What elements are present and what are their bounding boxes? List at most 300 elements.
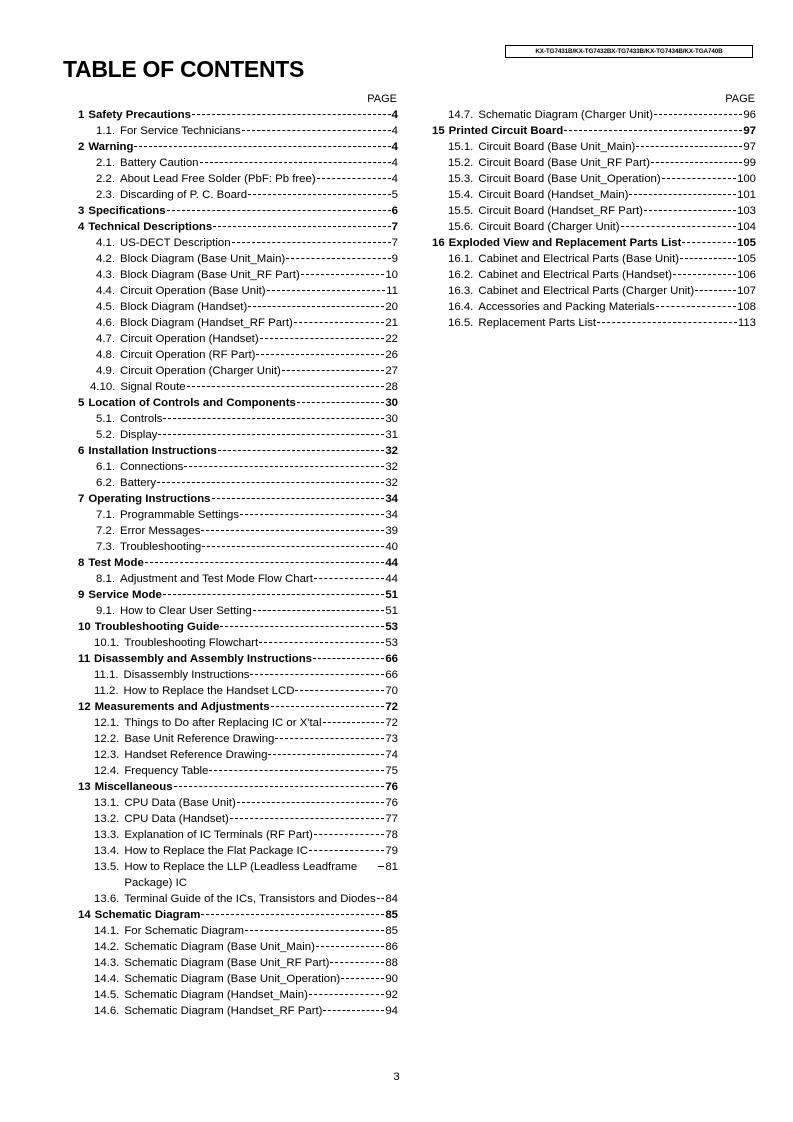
toc-subsection-entry[interactable] <box>428 107 756 123</box>
toc-section-entry[interactable] <box>74 219 398 235</box>
toc-entry-number: 4.4. <box>96 285 115 297</box>
toc-subsection-entry[interactable] <box>74 283 398 299</box>
toc-entry-number: 12.2. <box>94 733 120 745</box>
toc-entry-page: 4 <box>391 141 398 153</box>
toc-entry-title: Circuit Board (Base Unit_Operation) <box>478 173 661 185</box>
toc-entry-page: 107 <box>736 285 756 297</box>
dot-leader <box>341 978 384 979</box>
toc-entry-title: Specifications <box>88 205 166 217</box>
toc-subsection-entry[interactable] <box>74 795 398 811</box>
dot-leader <box>323 722 385 723</box>
toc-subsection-entry[interactable] <box>74 971 398 987</box>
toc-entry-number: 14.5. <box>94 989 120 1001</box>
toc-entry-title: Circuit Operation (Base Unit) <box>120 285 266 297</box>
toc-entry-number: 14.3. <box>94 957 120 969</box>
toc-entry-page: 51 <box>385 605 398 617</box>
toc-entry-page: 99 <box>743 157 756 169</box>
toc-entry-page: 44 <box>385 557 398 569</box>
dot-leader <box>163 418 384 419</box>
toc-entry-number: 1 <box>78 109 85 121</box>
toc-entry-page: 105 <box>736 253 756 265</box>
toc-entry-title: Base Unit Reference Drawing <box>124 733 275 745</box>
toc-entry-number: 6.2. <box>96 477 115 489</box>
toc-subsection-entry[interactable] <box>74 331 398 347</box>
toc-subsection-entry[interactable] <box>74 987 398 1003</box>
toc-entry-page: 4 <box>391 173 398 185</box>
toc-entry-page: 7 <box>391 221 398 233</box>
toc-entry-title: Signal Route <box>120 381 186 393</box>
toc-section-entry[interactable] <box>74 651 398 667</box>
dot-leader <box>629 194 736 195</box>
dot-leader <box>286 258 390 259</box>
toc-section-entry[interactable] <box>74 779 398 795</box>
toc-entry-number: 7 <box>78 493 85 505</box>
toc-subsection-entry[interactable] <box>428 283 756 299</box>
toc-entry-page: 86 <box>385 941 398 953</box>
toc-subsection-entry[interactable] <box>74 843 398 859</box>
toc-entry-title: Operating Instructions <box>88 493 211 505</box>
toc-entry-page: 76 <box>385 797 398 809</box>
toc-subsection-entry[interactable] <box>428 315 756 331</box>
toc-subsection-entry[interactable] <box>428 139 756 155</box>
toc-entry-number: 7.3. <box>96 541 115 553</box>
toc-entry-title: Service Mode <box>88 589 162 601</box>
toc-entry-number: 10.1. <box>94 637 120 649</box>
toc-subsection-entry[interactable] <box>74 939 398 955</box>
toc-entry-title: Handset Reference Drawing <box>124 749 268 761</box>
toc-entry-page: 94 <box>385 1005 398 1017</box>
toc-entry-title: Installation Instructions <box>88 445 217 457</box>
dot-leader <box>636 146 742 147</box>
toc-entry-number: 4.8. <box>96 349 115 361</box>
toc-entry-page: 27 <box>385 365 398 377</box>
toc-entry-number: 5.2. <box>96 429 115 441</box>
toc-entry-title: Display <box>120 429 158 441</box>
toc-subsection-entry[interactable] <box>74 763 398 779</box>
dot-leader <box>145 562 385 563</box>
toc-entry-number: 11 <box>78 653 91 665</box>
toc-entry-title: Adjustment and Test Mode Flow Chart <box>120 573 313 585</box>
toc-entry-page: 77 <box>385 813 398 825</box>
dot-leader <box>253 610 385 611</box>
toc-entry-title: Terminal Guide of the ICs, Transistors and Diodes <box>124 893 376 905</box>
toc-subsection-entry[interactable] <box>74 507 398 523</box>
toc-entry-number: 4.7. <box>96 333 115 345</box>
toc-subsection-entry[interactable] <box>74 923 398 939</box>
toc-subsection-entry[interactable] <box>74 859 398 891</box>
toc-entry-page: 104 <box>736 221 756 233</box>
dot-leader <box>673 274 736 275</box>
toc-subsection-entry[interactable] <box>74 347 398 363</box>
dot-leader <box>282 370 385 371</box>
toc-entry-number: 4.10. <box>90 381 116 393</box>
toc-subsection-entry[interactable] <box>74 187 398 203</box>
dot-leader <box>323 1010 384 1011</box>
toc-list-right <box>428 107 756 331</box>
toc-section-entry[interactable] <box>74 491 398 507</box>
dot-leader <box>680 258 736 259</box>
toc-entry-page: 32 <box>385 445 398 457</box>
toc-entry-title: Circuit Board (Charger Unit) <box>478 221 620 233</box>
toc-subsection-entry[interactable] <box>74 1003 398 1019</box>
toc-subsection-entry[interactable] <box>74 731 398 747</box>
toc-subsection-entry[interactable] <box>74 747 398 763</box>
toc-entry-number: 2 <box>78 141 85 153</box>
toc-entry-number: 13.5. <box>94 861 120 873</box>
toc-subsection-entry[interactable] <box>428 203 756 219</box>
toc-subsection-entry[interactable] <box>428 219 756 235</box>
toc-subsection-entry[interactable] <box>428 155 756 171</box>
toc-subsection-entry[interactable] <box>74 411 398 427</box>
toc-entry-page: 40 <box>385 541 398 553</box>
toc-section-entry[interactable] <box>74 619 398 635</box>
toc-entry-number: 15.1. <box>448 141 474 153</box>
toc-entry-number: 7.1. <box>96 509 115 521</box>
toc-entry-page: 103 <box>736 205 756 217</box>
dot-leader <box>314 834 385 835</box>
toc-entry-number: 15.6. <box>448 221 474 233</box>
dot-leader <box>378 866 384 867</box>
toc-entry-title: Schematic Diagram <box>94 909 201 921</box>
toc-subsection-entry[interactable] <box>74 955 398 971</box>
toc-entry-title: Schematic Diagram (Base Unit_Main) <box>124 941 315 953</box>
dot-leader <box>256 354 384 355</box>
toc-entry-page: 30 <box>385 413 398 425</box>
toc-entry-page: 34 <box>385 493 398 505</box>
page-title: TABLE OF CONTENTS <box>63 56 305 82</box>
toc-entry-title: Battery <box>120 477 157 489</box>
page-column-label: PAGE <box>725 93 755 105</box>
toc-entry-number: 4 <box>78 221 85 233</box>
toc-entry-number: 16.4. <box>448 301 474 313</box>
toc-entry-page: 5 <box>391 189 398 201</box>
toc-entry-page: 96 <box>743 109 756 121</box>
toc-subsection-entry[interactable] <box>74 123 398 139</box>
dot-leader <box>260 338 385 339</box>
dot-leader <box>597 322 737 323</box>
toc-entry-page: 97 <box>743 125 756 137</box>
toc-entry-title: Replacement Parts List <box>478 317 597 329</box>
dot-leader <box>301 274 385 275</box>
toc-entry-page: 72 <box>385 717 398 729</box>
toc-entry-page: 76 <box>385 781 398 793</box>
toc-entry-number: 11.1. <box>94 669 119 681</box>
toc-entry-title: Miscellaneous <box>94 781 173 793</box>
dot-leader <box>695 290 736 291</box>
dot-leader <box>275 738 384 739</box>
toc-entry-number: 13.1. <box>94 797 120 809</box>
toc-entry-page: 9 <box>391 253 398 265</box>
toc-subsection-entry[interactable] <box>74 427 398 443</box>
toc-entry-title: Schematic Diagram (Base Unit_Operation) <box>124 973 341 985</box>
toc-entry-page: 85 <box>385 909 398 921</box>
toc-entry-page: 53 <box>385 637 398 649</box>
page-column-label: PAGE <box>367 93 397 105</box>
toc-entry-title: Things to Do after Replacing IC or X'tal <box>124 717 322 729</box>
toc-subsection-entry[interactable] <box>74 363 398 379</box>
toc-entry-page: 73 <box>385 733 398 745</box>
toc-entry-page: 72 <box>385 701 398 713</box>
dot-leader <box>682 242 736 243</box>
dot-leader <box>656 306 736 307</box>
toc-entry-title: Explanation of IC Terminals (RF Part) <box>124 829 313 841</box>
toc-entry-title: Measurements and Adjustments <box>94 701 270 713</box>
toc-entry-title: For Service Technicians <box>120 125 241 137</box>
dot-leader <box>644 210 736 211</box>
dot-leader <box>158 434 384 435</box>
toc-entry-page: 74 <box>385 749 398 761</box>
toc-entry-title: Schematic Diagram (Handset_Main) <box>124 989 308 1001</box>
toc-entry-title: Schematic Diagram (Base Unit_RF Part) <box>124 957 330 969</box>
toc-entry-number: 6.1. <box>96 461 115 473</box>
toc-right-column <box>428 91 756 331</box>
toc-subsection-entry[interactable] <box>74 171 398 187</box>
dot-leader <box>309 850 384 851</box>
dot-leader <box>237 802 385 803</box>
dot-leader <box>271 706 385 707</box>
dot-leader <box>174 786 385 787</box>
toc-entry-number: 16.5. <box>448 317 474 329</box>
toc-entry-number: 9.1. <box>96 605 115 617</box>
dot-leader <box>330 962 384 963</box>
toc-section-entry[interactable] <box>74 107 398 123</box>
toc-entry-page: 31 <box>385 429 398 441</box>
toc-subsection-entry[interactable] <box>74 635 398 651</box>
toc-entry-title: Cabinet and Electrical Parts (Base Unit) <box>478 253 680 265</box>
toc-entry-title: Circuit Board (Base Unit_Main) <box>478 141 636 153</box>
dot-leader <box>212 498 385 499</box>
toc-subsection-entry[interactable] <box>428 187 756 203</box>
model-numbers: KX-TG7431B/KX-TG7432BX-TG7433B/KX-TG7434B/KX-TGA740B <box>505 45 753 58</box>
dot-leader <box>313 658 384 659</box>
dot-leader <box>134 146 390 147</box>
toc-subsection-entry[interactable] <box>74 251 398 267</box>
toc-left-column <box>74 91 398 1019</box>
toc-entry-title: Warning <box>88 141 134 153</box>
toc-section-entry[interactable] <box>74 203 398 219</box>
toc-entry-page: 30 <box>385 397 398 409</box>
toc-entry-number: 5.1. <box>96 413 115 425</box>
toc-section-entry[interactable] <box>428 123 756 139</box>
toc-entry-number: 16.3. <box>448 285 474 297</box>
toc-entry-number: 4.2. <box>96 253 115 265</box>
toc-subsection-entry[interactable] <box>74 715 398 731</box>
toc-entry-title: Connections <box>120 461 184 473</box>
toc-entry-number: 13.3. <box>94 829 120 841</box>
toc-entry-number: 3 <box>78 205 85 217</box>
dot-leader <box>187 386 385 387</box>
toc-entry-page: 53 <box>385 621 398 633</box>
dot-leader <box>250 674 384 675</box>
toc-entry-page: 75 <box>385 765 398 777</box>
toc-entry-title: Exploded View and Replacement Parts List <box>448 237 682 249</box>
toc-entry-page: 44 <box>385 573 398 585</box>
toc-entry-title: How to Replace the Flat Package IC <box>124 845 308 857</box>
toc-entry-number: 15.5. <box>448 205 474 217</box>
toc-subsection-entry[interactable] <box>428 299 756 315</box>
toc-entry-title: Frequency Table <box>124 765 209 777</box>
toc-entry-title: Cabinet and Electrical Parts (Handset) <box>478 269 673 281</box>
dot-leader <box>184 466 384 467</box>
toc-entry-number: 5 <box>78 397 85 409</box>
toc-section-entry[interactable] <box>74 139 398 155</box>
toc-subsection-entry[interactable] <box>74 299 398 315</box>
toc-entry-title: Battery Caution <box>120 157 199 169</box>
toc-entry-page: 4 <box>391 109 398 121</box>
toc-entry-page: 84 <box>385 893 398 905</box>
toc-entry-number: 14 <box>78 909 91 921</box>
dot-leader <box>248 194 391 195</box>
toc-entry-title: Accessories and Packing Materials <box>478 301 655 313</box>
dot-leader <box>317 178 391 179</box>
toc-entry-title: Block Diagram (Handset_RF Part) <box>120 317 293 329</box>
toc-entry-number: 2.2. <box>96 173 115 185</box>
toc-subsection-entry[interactable] <box>74 811 398 827</box>
toc-entry-page: 78 <box>385 829 398 841</box>
toc-entry-number: 1.1. <box>96 125 115 137</box>
toc-subsection-entry[interactable] <box>74 475 398 491</box>
toc-entry-page: 66 <box>385 669 398 681</box>
toc-subsection-entry[interactable] <box>74 459 398 475</box>
toc-entry-page: 32 <box>385 477 398 489</box>
toc-entry-page: 20 <box>385 301 398 313</box>
toc-entry-title: Programmable Settings <box>120 509 240 521</box>
toc-entry-title: How to Replace the Handset LCD <box>123 685 295 697</box>
toc-subsection-entry[interactable] <box>74 683 398 699</box>
toc-entry-number: 12.3. <box>94 749 120 761</box>
toc-entry-title: Circuit Board (Handset_RF Part) <box>478 205 643 217</box>
toc-subsection-entry[interactable] <box>74 571 398 587</box>
toc-entry-number: 7.2. <box>96 525 115 537</box>
toc-entry-title: Schematic Diagram (Handset_RF Part) <box>124 1005 323 1017</box>
toc-entry-number: 15.2. <box>448 157 474 169</box>
toc-subsection-entry[interactable] <box>74 235 398 251</box>
dot-leader <box>294 322 385 323</box>
toc-subsection-entry[interactable] <box>74 539 398 555</box>
dot-leader <box>259 642 384 643</box>
toc-entry-number: 14.2. <box>94 941 120 953</box>
toc-entry-title: For Schematic Diagram <box>124 925 244 937</box>
toc-entry-number: 8.1. <box>96 573 115 585</box>
toc-entry-title: Circuit Operation (RF Part) <box>120 349 256 361</box>
toc-entry-page: 39 <box>385 525 398 537</box>
toc-subsection-entry[interactable] <box>74 827 398 843</box>
toc-entry-page: 101 <box>736 189 756 201</box>
toc-entry-number: 16.2. <box>448 269 474 281</box>
dot-leader <box>163 594 385 595</box>
dot-leader <box>309 994 384 995</box>
toc-entry-title: Location of Controls and Components <box>88 397 296 409</box>
toc-entry-title: Troubleshooting Guide <box>94 621 220 633</box>
toc-section-entry[interactable] <box>74 907 398 923</box>
toc-entry-title: About Lead Free Solder (PbF: Pb free) <box>120 173 316 185</box>
toc-entry-page: 92 <box>385 989 398 1001</box>
toc-entry-title: Circuit Board (Handset_Main) <box>478 189 629 201</box>
toc-entry-title: Circuit Board (Base Unit_RF Part) <box>478 157 650 169</box>
dot-leader <box>245 930 384 931</box>
toc-subsection-entry[interactable] <box>74 667 398 683</box>
toc-subsection-entry[interactable] <box>74 267 398 283</box>
toc-entry-page: 88 <box>385 957 398 969</box>
toc-subsection-entry[interactable] <box>428 267 756 283</box>
toc-subsection-entry[interactable] <box>74 379 398 395</box>
toc-entry-title: Disassembly and Assembly Instructions <box>94 653 313 665</box>
toc-entry-page: 28 <box>385 381 398 393</box>
toc-entry-title: Block Diagram (Base Unit_Main) <box>120 253 286 265</box>
toc-entry-page: 105 <box>736 237 756 249</box>
toc-section-entry[interactable] <box>74 395 398 411</box>
toc-entry-title: Safety Precautions <box>88 109 191 121</box>
toc-entry-page: 66 <box>385 653 398 665</box>
toc-subsection-entry[interactable] <box>428 171 756 187</box>
dot-leader <box>564 130 742 131</box>
toc-section-entry[interactable] <box>74 699 398 715</box>
toc-entry-number: 13.4. <box>94 845 120 857</box>
toc-entry-title: US-DECT Description <box>120 237 231 249</box>
toc-entry-title: Block Diagram (Handset) <box>120 301 248 313</box>
toc-entry-number: 16 <box>432 237 445 249</box>
toc-entry-title: Block Diagram (Base Unit_RF Part) <box>120 269 300 281</box>
toc-list-left <box>74 107 398 1019</box>
dot-leader <box>209 770 384 771</box>
toc-section-entry[interactable] <box>74 555 398 571</box>
dot-leader <box>213 226 390 227</box>
toc-entry-page: 6 <box>391 205 398 217</box>
toc-entry-number: 13.6. <box>94 893 120 905</box>
toc-subsection-entry[interactable] <box>74 315 398 331</box>
toc-entry-page: 90 <box>385 973 398 985</box>
toc-entry-number: 4.3. <box>96 269 115 281</box>
toc-entry-number: 15.3. <box>448 173 474 185</box>
toc-entry-number: 4.9. <box>96 365 115 377</box>
toc-entry-number: 14.6. <box>94 1005 120 1017</box>
toc-entry-title: Troubleshooting <box>120 541 202 553</box>
dot-leader <box>662 178 736 179</box>
dot-leader <box>295 690 384 691</box>
toc-subsection-entry[interactable] <box>74 603 398 619</box>
dot-leader <box>230 818 385 819</box>
toc-subsection-entry[interactable] <box>74 891 398 907</box>
toc-entry-page: 10 <box>385 269 398 281</box>
toc-entry-number: 15 <box>432 125 445 137</box>
toc-entry-title: Cabinet and Electrical Parts (Charger Unit) <box>478 285 695 297</box>
toc-entry-number: 14.4. <box>94 973 120 985</box>
dot-leader <box>201 530 384 531</box>
dot-leader <box>240 514 384 515</box>
toc-entry-page: 106 <box>736 269 756 281</box>
toc-entry-title: Test Mode <box>88 557 144 569</box>
toc-entry-page: 22 <box>385 333 398 345</box>
toc-subsection-entry[interactable] <box>74 523 398 539</box>
toc-entry-number: 4.5. <box>96 301 115 313</box>
toc-subsection-entry[interactable] <box>428 251 756 267</box>
toc-section-entry[interactable] <box>428 235 756 251</box>
dot-leader <box>654 114 742 115</box>
toc-entry-page: 4 <box>391 125 398 137</box>
toc-section-entry[interactable] <box>74 443 398 459</box>
toc-entry-number: 10 <box>78 621 91 633</box>
toc-subsection-entry[interactable] <box>74 155 398 171</box>
toc-entry-title: Error Messages <box>120 525 201 537</box>
toc-entry-page: 108 <box>736 301 756 313</box>
toc-section-entry[interactable] <box>74 587 398 603</box>
toc-entry-page: 21 <box>385 317 398 329</box>
toc-entry-page: 32 <box>385 461 398 473</box>
toc-entry-number: 8 <box>78 557 85 569</box>
dot-leader <box>314 578 384 579</box>
toc-entry-number: 12 <box>78 701 91 713</box>
toc-entry-page: 70 <box>385 685 398 697</box>
